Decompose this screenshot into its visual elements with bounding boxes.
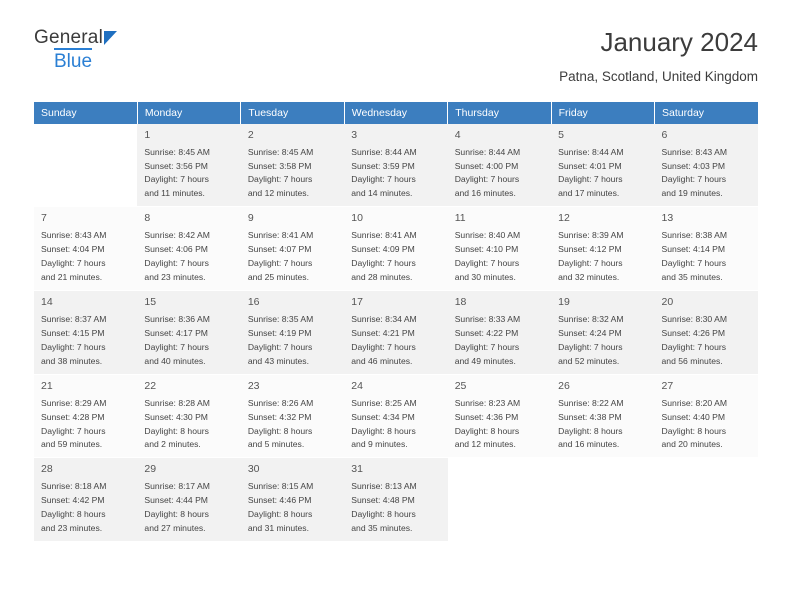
calendar-cell-empty: [448, 458, 551, 542]
calendar-day-cell: [448, 374, 551, 458]
day-number: 15: [144, 295, 157, 308]
calendar-day-cell: [137, 207, 240, 291]
day-sunset-text: Sunset: 4:15 PM: [41, 327, 105, 338]
day-number: 3: [351, 128, 358, 141]
day-sunset-text: Sunset: 4:01 PM: [558, 160, 622, 171]
calendar-week-row: [34, 374, 758, 458]
day-sunrise-text: Sunrise: 8:44 AM: [454, 146, 521, 157]
day-sunrise-text: Sunrise: 8:13 AM: [351, 481, 417, 492]
day-sunrise-text: Sunrise: 8:17 AM: [144, 481, 210, 492]
calendar-week-row: [34, 290, 758, 374]
calendar-day-cell: [655, 207, 758, 291]
day-sunset-text: Sunset: 4:19 PM: [247, 327, 312, 338]
calendar-day-cell: [448, 290, 551, 374]
calendar-day-cell: [34, 458, 137, 542]
day-daylight1-text: Daylight: 8 hours: [247, 425, 313, 436]
day-daylight1-text: Daylight: 7 hours: [558, 341, 623, 352]
day-daylight1-text: Daylight: 7 hours: [661, 341, 727, 352]
calendar-day-cell: [137, 124, 240, 207]
day-sunset-text: Sunset: 4:42 PM: [41, 495, 105, 506]
weekday-header-thursday: Thursday: [448, 102, 551, 124]
day-daylight1-text: Daylight: 7 hours: [661, 258, 727, 269]
day-sunrise-text: Sunrise: 8:41 AM: [247, 230, 314, 241]
calendar-day-cell: [34, 374, 137, 458]
calendar-day-cell: [344, 290, 447, 374]
day-sunset-text: Sunset: 4:28 PM: [41, 411, 105, 422]
day-daylight2-text: and 30 minutes.: [454, 272, 516, 283]
calendar-day-cell: [137, 374, 240, 458]
day-sunrise-text: Sunrise: 8:34 AM: [351, 313, 417, 324]
day-number: 5: [558, 128, 564, 141]
calendar-day-cell: [241, 207, 344, 291]
day-number: 24: [351, 379, 363, 392]
calendar-week-row: [34, 124, 758, 207]
day-daylight1-text: Daylight: 7 hours: [454, 258, 520, 269]
day-number: 19: [558, 295, 570, 308]
day-sunset-text: Sunset: 4:17 PM: [144, 327, 208, 338]
day-number: 6: [661, 128, 668, 141]
day-sunset-text: Sunset: 4:44 PM: [144, 495, 208, 506]
day-number: 18: [454, 295, 467, 308]
day-sunset-text: Sunset: 4:06 PM: [144, 244, 208, 255]
day-daylight2-text: and 9 minutes.: [351, 439, 408, 450]
day-daylight2-text: and 28 minutes.: [351, 272, 413, 283]
day-daylight2-text: and 31 minutes.: [247, 523, 309, 534]
day-sunset-text: Sunset: 4:09 PM: [351, 244, 415, 255]
day-number: 25: [454, 379, 467, 392]
day-number: 22: [144, 379, 157, 392]
day-daylight1-text: Daylight: 7 hours: [41, 341, 106, 352]
calendar-cell-empty: [655, 458, 758, 542]
day-daylight2-text: and 27 minutes.: [144, 523, 206, 534]
day-daylight2-text: and 35 minutes.: [351, 523, 413, 534]
calendar-day-cell: [448, 124, 551, 207]
day-daylight2-text: and 38 minutes.: [41, 355, 103, 366]
day-daylight1-text: Daylight: 7 hours: [351, 174, 416, 185]
day-sunset-text: Sunset: 4:22 PM: [454, 327, 519, 338]
day-daylight2-text: and 11 minutes.: [144, 188, 205, 199]
day-sunrise-text: Sunrise: 8:45 AM: [247, 146, 314, 157]
day-number: 1: [144, 128, 151, 141]
day-daylight2-text: and 21 minutes.: [41, 272, 103, 283]
day-number: 2: [247, 128, 254, 141]
day-sunrise-text: Sunrise: 8:18 AM: [41, 481, 107, 492]
weekday-header-friday: Friday: [551, 102, 654, 124]
day-sunset-text: Sunset: 4:36 PM: [454, 411, 519, 422]
flag-icon: [104, 31, 117, 45]
day-sunrise-text: Sunrise: 8:39 AM: [558, 230, 624, 241]
day-sunrise-text: Sunrise: 8:32 AM: [558, 313, 624, 324]
calendar-day-cell: [241, 290, 344, 374]
day-daylight2-text: and 20 minutes.: [661, 439, 723, 450]
day-sunrise-text: Sunrise: 8:40 AM: [454, 230, 521, 241]
weekday-header-wednesday: Wednesday: [344, 102, 447, 124]
day-sunset-text: Sunset: 4:04 PM: [41, 244, 105, 255]
day-sunset-text: Sunset: 4:10 PM: [454, 244, 519, 255]
calendar-day-cell: [344, 458, 447, 542]
day-daylight2-text: and 35 minutes.: [661, 272, 723, 283]
calendar-day-cell: [241, 458, 344, 542]
day-number: 12: [558, 212, 570, 225]
day-number: 9: [247, 212, 254, 225]
day-daylight1-text: Daylight: 7 hours: [351, 341, 416, 352]
day-sunrise-text: Sunrise: 8:25 AM: [351, 397, 417, 408]
calendar-day-cell: [551, 290, 654, 374]
calendar-day-cell: [137, 290, 240, 374]
day-daylight1-text: Daylight: 8 hours: [351, 425, 416, 436]
day-sunset-text: Sunset: 4:07 PM: [247, 244, 312, 255]
day-daylight2-text: and 14 minutes.: [351, 188, 413, 199]
calendar-day-cell: [34, 207, 137, 291]
day-number: 30: [247, 463, 260, 476]
logo-word-general: General: [34, 27, 103, 48]
calendar-week-row: [34, 207, 758, 291]
calendar-day-cell: [655, 374, 758, 458]
day-daylight2-text: and 12 minutes.: [247, 188, 309, 199]
day-daylight2-text: and 17 minutes.: [558, 188, 620, 199]
day-number: 8: [144, 212, 151, 225]
day-daylight1-text: Daylight: 8 hours: [247, 509, 313, 520]
calendar-day-cell: [344, 207, 447, 291]
day-sunset-text: Sunset: 3:56 PM: [144, 160, 208, 171]
day-sunset-text: Sunset: 4:34 PM: [351, 411, 415, 422]
day-number: 20: [661, 295, 674, 308]
day-sunset-text: Sunset: 4:00 PM: [454, 160, 519, 171]
day-daylight1-text: Daylight: 8 hours: [351, 509, 416, 520]
calendar-day-cell: [34, 290, 137, 374]
weekday-header-monday: Monday: [137, 102, 240, 124]
day-daylight1-text: Daylight: 7 hours: [558, 174, 623, 185]
day-sunrise-text: Sunrise: 8:43 AM: [661, 146, 727, 157]
day-number: 11: [454, 212, 466, 225]
day-sunrise-text: Sunrise: 8:26 AM: [247, 397, 314, 408]
day-sunrise-text: Sunrise: 8:15 AM: [247, 481, 314, 492]
day-sunrise-text: Sunrise: 8:44 AM: [351, 146, 417, 157]
day-daylight2-text: and 16 minutes.: [454, 188, 516, 199]
day-daylight1-text: Daylight: 7 hours: [454, 341, 520, 352]
day-sunrise-text: Sunrise: 8:30 AM: [661, 313, 727, 324]
day-sunrise-text: Sunrise: 8:41 AM: [351, 230, 417, 241]
day-daylight2-text: and 19 minutes.: [661, 188, 723, 199]
weekday-header-row: [34, 102, 758, 124]
day-daylight2-text: and 12 minutes.: [454, 439, 516, 450]
day-sunrise-text: Sunrise: 8:38 AM: [661, 230, 727, 241]
day-sunset-text: Sunset: 4:30 PM: [144, 411, 208, 422]
day-sunset-text: Sunset: 4:21 PM: [351, 327, 415, 338]
page-title: January 2024: [600, 27, 758, 57]
day-daylight2-text: and 16 minutes.: [558, 439, 620, 450]
day-number: 13: [661, 212, 674, 225]
day-sunrise-text: Sunrise: 8:29 AM: [41, 397, 107, 408]
day-sunrise-text: Sunrise: 8:44 AM: [558, 146, 624, 157]
calendar-cell-empty: [551, 458, 654, 542]
calendar-day-cell: [344, 374, 447, 458]
calendar-day-cell: [241, 374, 344, 458]
day-number: 14: [41, 295, 53, 308]
day-daylight1-text: Daylight: 8 hours: [41, 509, 106, 520]
day-sunset-text: Sunset: 3:59 PM: [351, 160, 415, 171]
day-daylight2-text: and 46 minutes.: [351, 355, 413, 366]
day-daylight2-text: and 52 minutes.: [558, 355, 620, 366]
calendar-day-cell: [241, 124, 344, 207]
logo-word-blue: Blue: [54, 48, 92, 71]
day-sunset-text: Sunset: 4:03 PM: [661, 160, 726, 171]
day-sunrise-text: Sunrise: 8:36 AM: [144, 313, 210, 324]
day-number: 29: [144, 463, 157, 476]
day-daylight2-text: and 25 minutes.: [247, 272, 309, 283]
day-number: 31: [351, 463, 363, 476]
day-daylight1-text: Daylight: 7 hours: [247, 174, 313, 185]
day-daylight1-text: Daylight: 7 hours: [247, 341, 313, 352]
day-number: 17: [351, 295, 363, 308]
day-daylight1-text: Daylight: 7 hours: [558, 258, 623, 269]
calendar-week-row: [34, 458, 758, 542]
day-number: 28: [41, 463, 53, 476]
day-daylight1-text: Daylight: 7 hours: [144, 341, 209, 352]
calendar-day-cell: [448, 207, 551, 291]
day-daylight1-text: Daylight: 7 hours: [247, 258, 313, 269]
day-daylight1-text: Daylight: 7 hours: [351, 258, 416, 269]
day-daylight2-text: and 2 minutes.: [144, 439, 201, 450]
day-number: 23: [247, 379, 260, 392]
day-sunrise-text: Sunrise: 8:42 AM: [144, 230, 210, 241]
day-number: 26: [558, 379, 570, 392]
day-daylight2-text: and 56 minutes.: [661, 355, 723, 366]
general-blue-logo[interactable]: [34, 28, 117, 71]
weekday-header-sunday: Sunday: [34, 102, 137, 124]
day-sunrise-text: Sunrise: 8:45 AM: [144, 146, 210, 157]
day-sunrise-text: Sunrise: 8:35 AM: [247, 313, 314, 324]
day-sunset-text: Sunset: 4:46 PM: [247, 495, 312, 506]
day-daylight1-text: Daylight: 7 hours: [144, 258, 209, 269]
day-daylight1-text: Daylight: 7 hours: [144, 174, 209, 185]
day-sunset-text: Sunset: 4:14 PM: [661, 244, 726, 255]
day-daylight2-text: and 40 minutes.: [144, 355, 206, 366]
day-sunset-text: Sunset: 4:12 PM: [558, 244, 622, 255]
day-sunset-text: Sunset: 3:58 PM: [247, 160, 312, 171]
calendar-day-cell: [655, 290, 758, 374]
day-daylight1-text: Daylight: 7 hours: [454, 174, 520, 185]
day-daylight2-text: and 43 minutes.: [247, 355, 309, 366]
day-daylight1-text: Daylight: 7 hours: [41, 425, 106, 436]
day-sunrise-text: Sunrise: 8:22 AM: [558, 397, 624, 408]
day-sunset-text: Sunset: 4:26 PM: [661, 327, 726, 338]
day-daylight2-text: and 23 minutes.: [144, 272, 206, 283]
day-daylight1-text: Daylight: 8 hours: [661, 425, 727, 436]
calendar-day-cell: [551, 207, 654, 291]
calendar-day-cell: [655, 124, 758, 207]
day-number: 10: [351, 212, 363, 225]
day-sunrise-text: Sunrise: 8:37 AM: [41, 313, 107, 324]
day-daylight1-text: Daylight: 8 hours: [454, 425, 520, 436]
location-subtitle: Patna, Scotland, United Kingdom: [559, 68, 758, 84]
page-header: [0, 0, 792, 84]
day-daylight1-text: Daylight: 8 hours: [558, 425, 623, 436]
day-sunrise-text: Sunrise: 8:20 AM: [661, 397, 727, 408]
day-sunrise-text: Sunrise: 8:43 AM: [41, 230, 107, 241]
calendar-body: [34, 124, 758, 542]
calendar-day-cell: [137, 458, 240, 542]
day-daylight2-text: and 32 minutes.: [558, 272, 620, 283]
day-sunrise-text: Sunrise: 8:33 AM: [454, 313, 521, 324]
day-sunset-text: Sunset: 4:40 PM: [661, 411, 726, 422]
day-sunset-text: Sunset: 4:24 PM: [558, 327, 622, 338]
day-daylight1-text: Daylight: 8 hours: [144, 509, 209, 520]
day-number: 7: [41, 212, 47, 225]
calendar-day-cell: [551, 374, 654, 458]
weekday-header-saturday: Saturday: [655, 102, 758, 124]
sunrise-sunset-calendar: [34, 102, 758, 542]
day-daylight2-text: and 5 minutes.: [247, 439, 305, 450]
day-daylight1-text: Daylight: 7 hours: [41, 258, 106, 269]
weekday-header-tuesday: Tuesday: [241, 102, 344, 124]
day-sunset-text: Sunset: 4:48 PM: [351, 495, 415, 506]
calendar-day-cell: [551, 124, 654, 207]
day-sunset-text: Sunset: 4:32 PM: [247, 411, 312, 422]
day-number: 16: [247, 295, 260, 308]
day-daylight1-text: Daylight: 8 hours: [144, 425, 209, 436]
day-daylight2-text: and 49 minutes.: [454, 355, 516, 366]
day-daylight2-text: and 23 minutes.: [41, 523, 103, 534]
day-number: 21: [41, 379, 53, 392]
day-sunrise-text: Sunrise: 8:28 AM: [144, 397, 210, 408]
calendar-day-cell: [344, 124, 447, 207]
title-block: [559, 28, 758, 84]
day-sunrise-text: Sunrise: 8:23 AM: [454, 397, 521, 408]
day-daylight1-text: Daylight: 7 hours: [661, 174, 727, 185]
day-number: 27: [661, 379, 674, 392]
day-sunset-text: Sunset: 4:38 PM: [558, 411, 622, 422]
day-daylight2-text: and 59 minutes.: [41, 439, 103, 450]
day-number: 4: [454, 128, 461, 141]
calendar-cell-empty: [34, 124, 137, 207]
